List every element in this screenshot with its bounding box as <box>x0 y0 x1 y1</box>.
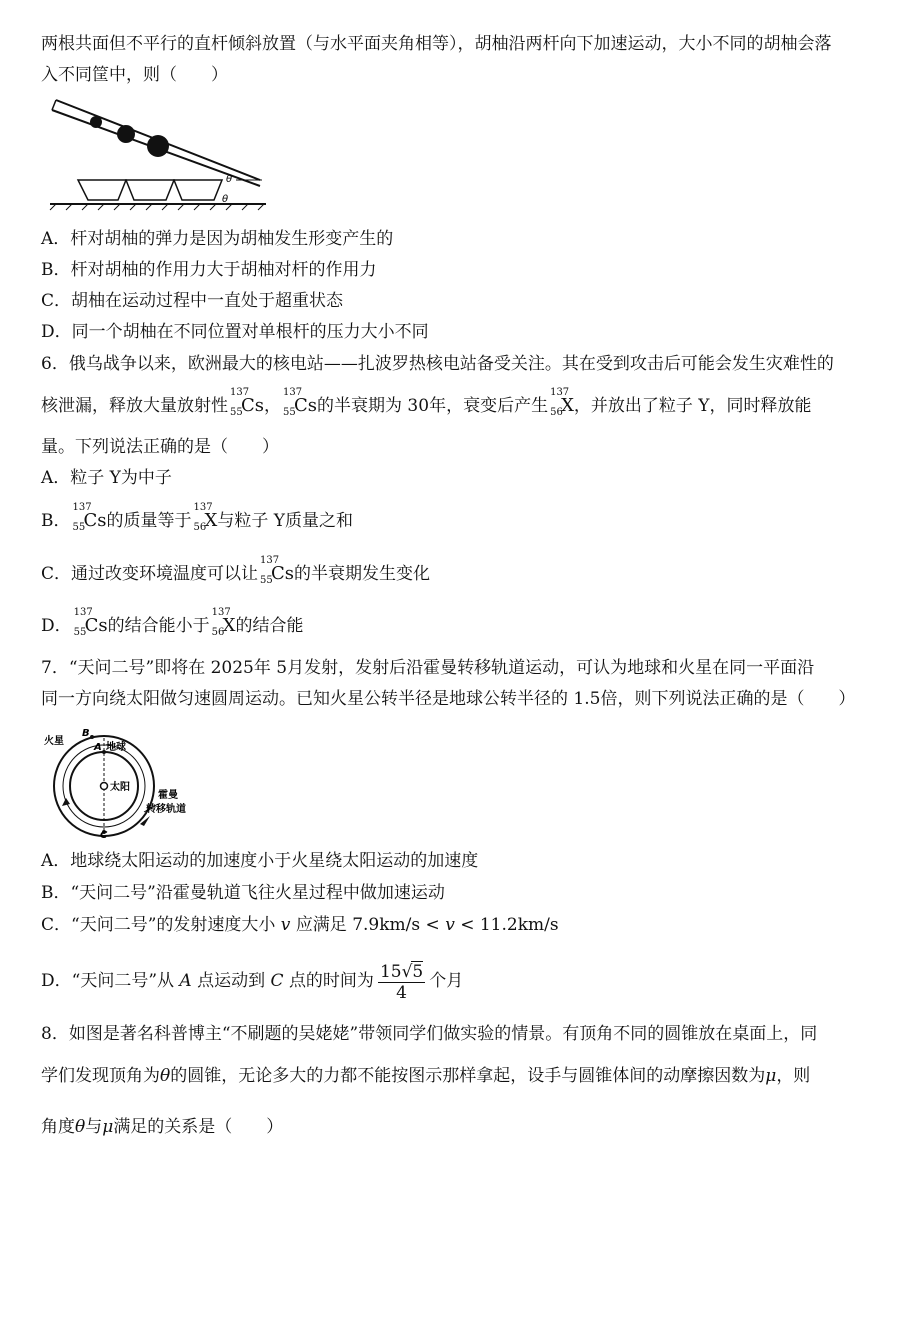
q5-angle-label-top: θ <box>226 174 233 185</box>
q7-line2: 同一方向绕太阳做匀速圆周运动。已知火星公转半径是地球公转半径的 1.5倍，则下列说法正确的是（ ） <box>41 689 856 709</box>
hohmann-label-1: 霍曼 <box>158 790 178 801</box>
q7-option-b: B．“天问二号”沿霍曼轨道飞往火星过程中做加速运动 <box>41 883 445 903</box>
hohmann-label-2: 转移轨道 <box>146 804 186 815</box>
mars-label: 火星 <box>44 736 64 747</box>
q7-option-a: A．地球绕太阳运动的加速度小于火星绕太阳运动的加速度 <box>41 851 479 871</box>
q8-line1: 8．如图是著名科普博主“不刷题的吴姥姥”带领同学们做实验的情景。有顶角不同的圆锥放在桌面上，同 <box>41 1024 818 1044</box>
q6-option-c: C．通过改变环境温度可以让 137 55 Cs的半衰期发生变化 <box>41 555 431 586</box>
q5-stem-line1: 两根共面但不平行的直杆倾斜放置（与水平面夹角相等），胡柚沿两杆向下加速运动，大小不同的胡柚会落 <box>41 34 832 54</box>
q5-rods-figure <box>48 96 270 212</box>
q8-line2: 学们发现顶角为θ的圆锥，无论多大的力都不能按图示那样拿起，设手与圆锥体间的动摩擦因数为μ，则 <box>41 1066 811 1086</box>
q7-option-c: C．“天问二号”的发射速度大小 v 应满足 7.9km/s < v < 11.2km/s <box>41 915 559 935</box>
q6-option-d: D． 137 55 Cs的结合能小于 137 56 X的结合能 <box>41 607 304 638</box>
q5-angle-label-bottom: θ <box>222 194 229 205</box>
q6-line3: 量。下列说法正确的是（ ） <box>41 437 279 457</box>
cs-nuclide: 137 55 <box>230 387 250 418</box>
q8-line3: 角度θ与μ满足的关系是（ ） <box>41 1117 284 1137</box>
cs-nuclide: 137 55 <box>283 387 303 418</box>
q6-option-b: B． 137 55 Cs的质量等于 137 56 X与粒子 Y质量之和 <box>41 502 353 533</box>
x-nuclide: 137 56 <box>193 502 213 533</box>
q7-option-d: D．“天问二号”从 A 点运动到 C 点的时间为 $\frac{15√5}{4}$ 个月 <box>41 961 464 1003</box>
point-c-label: C <box>100 830 108 838</box>
q5-option-a: A．杆对胡柚的弹力是因为胡柚发生形变产生的 <box>41 229 394 249</box>
q6-line1: 6．俄乌战争以来，欧洲最大的核电站——扎波罗热核电站备受关注。其在受到攻击后可能会发生灾难性的 <box>41 354 834 374</box>
q7-line1: 7．“天问二号”即将在 2025年 5月发射，发射后沿霍曼转移轨道运动，可认为地球和火星在同一平面沿 <box>41 658 815 678</box>
x-nuclide: 137 56 <box>550 387 570 418</box>
cs-nuclide: 137 55 <box>72 502 92 533</box>
q6-option-a: A．粒子 Y为中子 <box>41 468 172 488</box>
q5-option-b: B．杆对胡柚的作用力大于胡柚对杆的作用力 <box>41 260 377 280</box>
q7-orbit-figure <box>40 728 210 838</box>
cs-nuclide: 137 55 <box>73 607 93 638</box>
q6-line2: 核泄漏，释放大量放射性 137 55 Cs， 137 55 Cs的半衰期为 30年，衰变后产生 137 56 X，并放出了粒子 Y，同时释放能 <box>41 387 812 418</box>
q5-stem-line2: 入不同筐中，则（ ） <box>41 65 228 85</box>
time-fraction: $\frac{15√5}{4}$ <box>379 961 424 1003</box>
point-a-label: A <box>94 742 102 753</box>
cs-nuclide: 137 55 <box>260 555 280 586</box>
q5-option-c: C．胡柚在运动过程中一直处于超重状态 <box>41 291 344 311</box>
q5-option-d: D．同一个胡柚在不同位置对单根杆的压力大小不同 <box>41 322 429 342</box>
x-nuclide: 137 56 <box>211 607 231 638</box>
point-b-label: B <box>82 728 90 739</box>
earth-label: 地球 <box>106 742 126 753</box>
sun-label: 太阳 <box>110 782 130 793</box>
